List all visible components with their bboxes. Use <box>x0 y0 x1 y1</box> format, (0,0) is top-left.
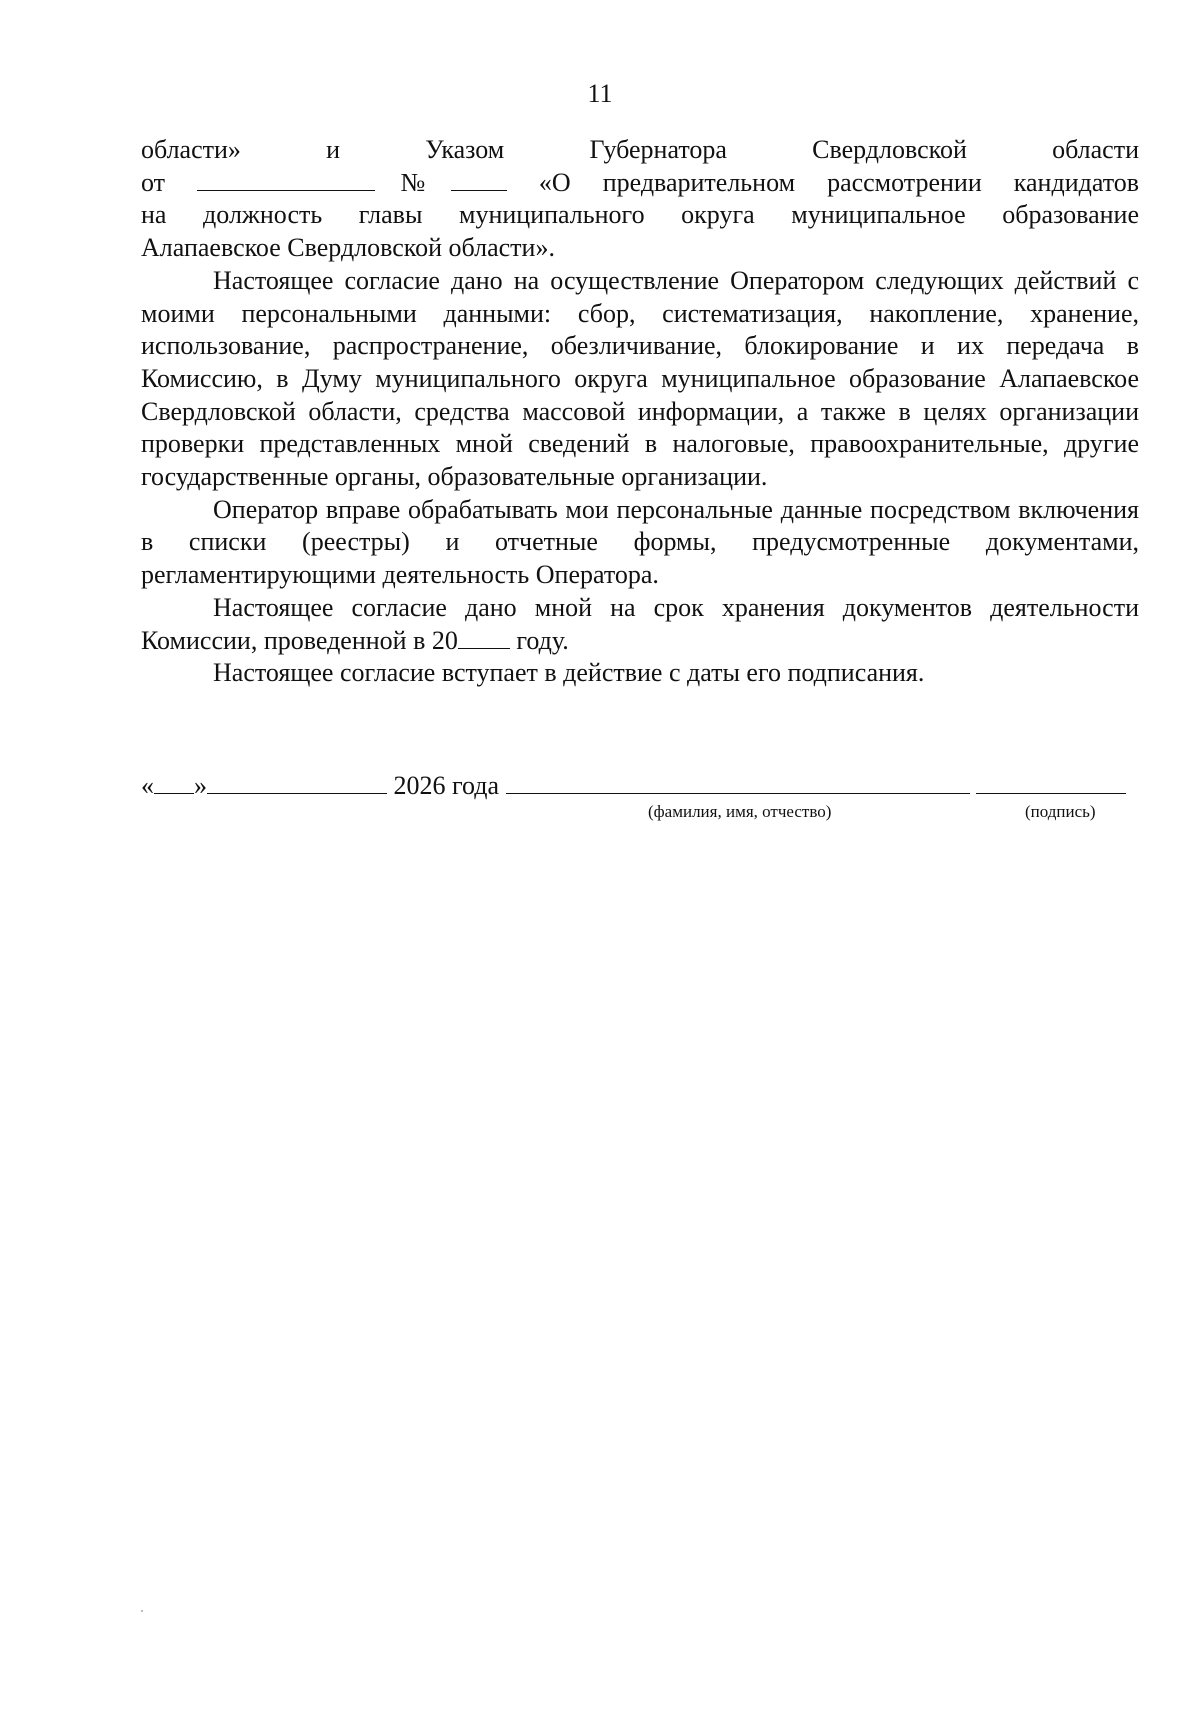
caption-signature: (подпись) <box>1025 802 1096 821</box>
quote-open: « <box>141 771 154 800</box>
full-name-blank[interactable] <box>506 771 970 794</box>
paragraph-1-line-2: от № «О предварительном рассмотрении кандидатов <box>141 167 1140 197</box>
date-blank[interactable] <box>197 168 375 191</box>
day-blank[interactable] <box>154 771 194 794</box>
paragraph-3: Оператор вправе обрабатывать мои персональные данные посредством включения в списки (реестры) и отчетные формы, предусмотренные документами, регламентирующими деятельность Оператора. <box>141 494 1139 590</box>
month-blank[interactable] <box>207 771 387 794</box>
document-body <box>141 134 1139 690</box>
paragraph-1-line-1: области» и Указом Губернатора Свердловской области <box>141 135 1139 164</box>
paragraph-5: Настоящее согласие вступает в действие с даты его подписания. <box>213 658 925 688</box>
caption-full-name: (фамилия, имя, отчество) <box>648 802 832 821</box>
paragraph-2: Настоящее согласие дано на осуществление Оператором следующих действий с моими персональными данными: сбор, систематизация, накопление, хранение, использование, распространение, обезличивание, блокирование и их передача в Комиссию, в Думу муниципального округа муниципальное образование Алапаевское Свердловской области, средства массовой информации, а также в целях организации проверки представленных мной сведений в налоговые, правоохранительные, другие государственные органы, образовательные организации. <box>141 265 1139 492</box>
year-label: 2026 года <box>393 771 500 800</box>
paragraph-1-line-4: Алапаевское Свердловской области». <box>141 233 555 263</box>
scan-dot <box>141 1610 143 1612</box>
year-blank[interactable] <box>458 626 510 649</box>
signature-row <box>141 770 1139 804</box>
number-blank[interactable] <box>451 168 507 191</box>
paragraph-1 <box>141 134 1139 265</box>
paragraph-4: Настоящее согласие дано мной на срок хранения документов деятельности Комиссии, проведенной в 20 году. <box>141 592 1139 655</box>
quote-close: » <box>194 771 207 800</box>
page-number: 11 <box>587 79 613 108</box>
paragraph-1-line-3: на должность главы муниципального округа муниципальное образование <box>141 200 1139 230</box>
signature-blank[interactable] <box>976 771 1126 794</box>
